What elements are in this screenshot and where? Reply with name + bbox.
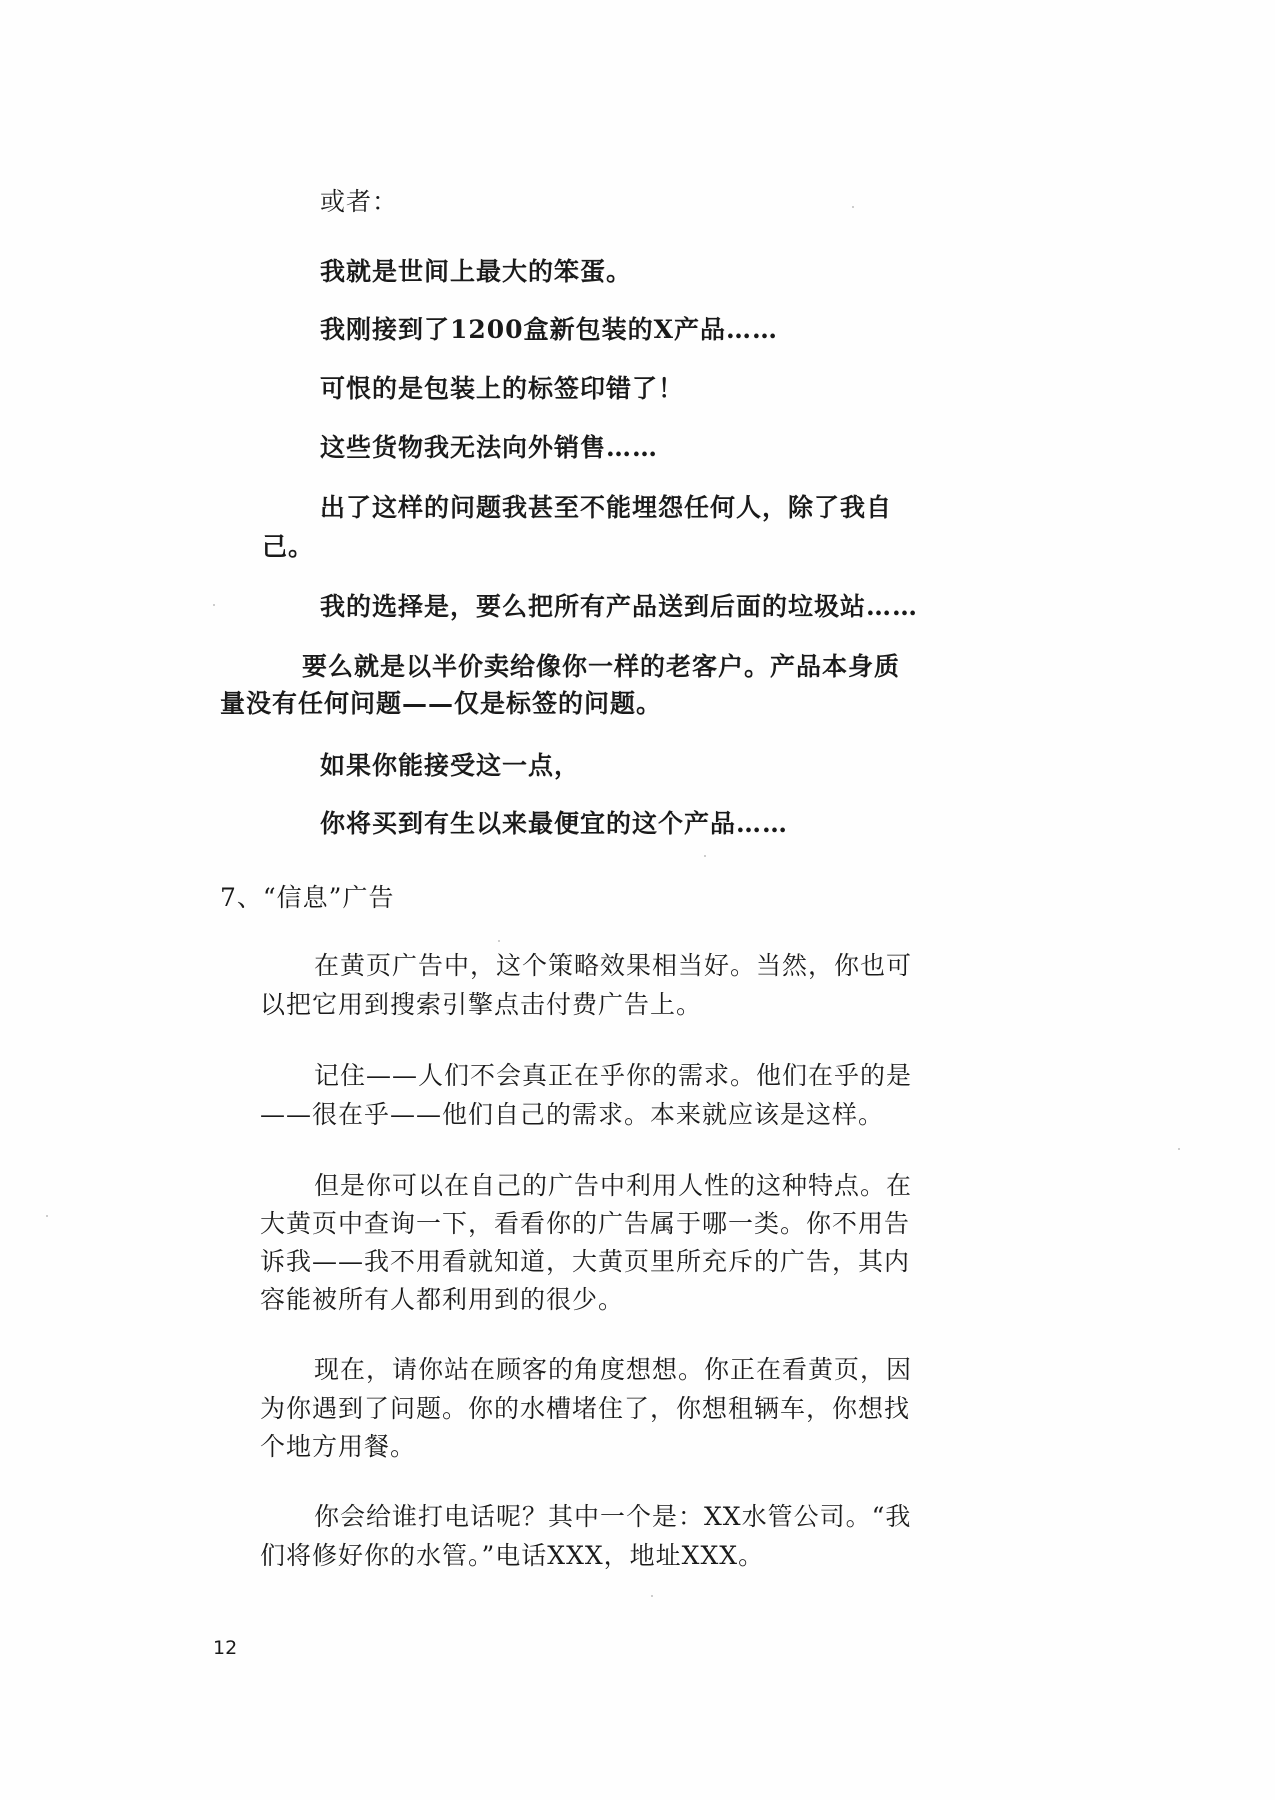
text-line: 但是你可以在自己的广告中利用人性的这种特点。在 [314,1171,913,1200]
text-line: ——很在乎——他们自己的需求。本来就应该是这样。 [260,1100,885,1129]
scan-speck [651,1595,653,1597]
text-line: 我就是世间上最大的笨蛋。 [320,257,633,286]
scan-speck [704,855,706,857]
text-line: 己。 [262,532,315,561]
text-line: 以把它用到搜索引擎点击付费广告上。 [260,990,703,1019]
text-line: 个地方用餐。 [260,1432,417,1461]
text-line: 们将修好你的水管。”电话XXX，地址XXX。 [260,1541,765,1570]
text-line: 可恨的是包装上的标签印错了！ [320,374,685,403]
text-line: 为你遇到了问题。你的水槽堵住了，你想租辆车，你想找 [260,1394,911,1423]
text-line: 我的选择是，要么把所有产品送到后面的垃圾站…… [320,592,919,621]
text-line: 这些货物我无法向外销售…… [320,433,659,462]
text-line: 如果你能接受这一点， [320,751,581,780]
section-heading: 7、“信息”广告 [220,883,395,912]
scan-speck [213,604,215,606]
scan-speck [498,940,500,942]
text-line: 诉我——我不用看就知道，大黄页里所充斥的广告，其内 [260,1247,911,1276]
text-line: 出了这样的问题我甚至不能埋怨任何人，除了我自 [320,493,893,522]
scan-speck [1178,1148,1180,1150]
text-line: 记住——人们不会真正在乎你的需求。他们在乎的是 [314,1061,913,1090]
text-line: 量没有任何问题——仅是标签的问题。 [220,689,663,718]
text-line: 在黄页广告中，这个策略效果相当好。当然，你也可 [314,951,913,980]
text-line: 或者： [320,187,399,216]
scan-speck [852,206,854,208]
page-number: 12 [213,1637,238,1659]
text-line: 要么就是以半价卖给像你一样的老客户。产品本身质 [302,652,901,681]
text-line: 我刚接到了1200盒新包装的X产品…… [320,315,778,344]
text-line: 你会给谁打电话呢？其中一个是：XX水管公司。“我 [314,1502,912,1531]
text-line: 现在，请你站在顾客的角度想想。你正在看黄页，因 [314,1355,913,1384]
scan-speck [46,1215,48,1217]
text-line: 大黄页中查询一下，看看你的广告属于哪一类。你不用告 [260,1209,911,1238]
text-line: 容能被所有人都利用到的很少。 [260,1285,625,1314]
text-line: 你将买到有生以来最便宜的这个产品…… [320,809,789,838]
